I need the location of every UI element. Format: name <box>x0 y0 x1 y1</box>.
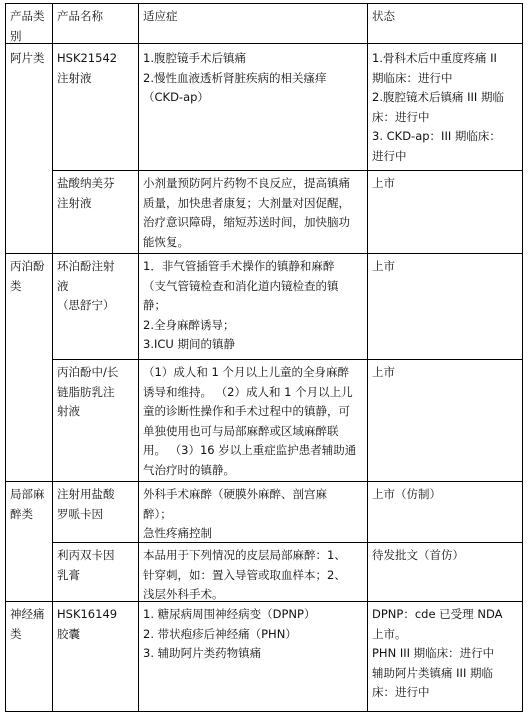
category-cell: 阿片类 <box>10 51 45 65</box>
product-name-cell: 利丙双卡因 乳膏 <box>57 548 115 582</box>
table-column-divider <box>138 3 139 712</box>
table-border-bottom <box>5 711 523 712</box>
header-category: 产品类 别 <box>10 9 45 43</box>
status-cell: 1.骨科术后中重度疼痛 II 期临床：进行中 2.腹腔镜术后镇痛 III 期临 床：进行中 3. CKD-ap：III 期临床： 进行中 <box>372 51 504 163</box>
group-divider <box>5 253 523 254</box>
table-border-left <box>5 3 6 712</box>
indication-cell: （1）成人和 1 个月以上儿童的全身麻醉 诱导和维持。 （2）成人和 1 个月以上儿 童的诊断性操作和手术过程中的镇静，可 单独使用也可与局部麻醉或区域麻醉联 用。 （3）16 岁以上重症监护患者辅助通 气治疗时的镇静。 <box>143 365 357 477</box>
header-bottom-border <box>5 43 523 44</box>
category-cell: 丙泊酚 类 <box>10 259 45 293</box>
status-cell: DPNP：cde 已受理 NDA 上市。 PHN III 期临床：进行中 辅助阿片类镇痛 III 期临 床：进行中 <box>372 607 503 699</box>
header-product-name: 产品名称 <box>57 9 103 23</box>
group-divider <box>5 481 523 482</box>
product-table <box>5 3 523 712</box>
category-cell: 神经痛 类 <box>10 607 45 641</box>
indication-cell: 本品用于下列情况的皮层局部麻醉：1、 针穿刺，如：置入导管或取血样本；2、 浅层外科手术。 <box>143 548 346 601</box>
indication-cell: 小剂量预防阿片药物不良反应，提高镇痛 质量，加快患者康复；大剂量对因促醒， 治疗意识障碍，缩短苏送时间，加快脑功 能恢复。 <box>143 176 350 249</box>
status-cell: 上市（仿制） <box>372 487 441 501</box>
table-column-divider <box>52 3 53 712</box>
product-name-cell: 盐酸纳美芬 注射液 <box>57 176 115 210</box>
indication-cell: 1．非气管插管手术操作的镇静和麻醉 （支气管镜检查和消化道内镜检查的镇 静； 2.全身麻醉诱导； 3.ICU 期间的镇静 <box>143 259 339 351</box>
status-cell: 上市 <box>372 365 395 379</box>
product-name-cell: 丙泊酚中/长 链脂肪乳注 射液 <box>57 365 119 418</box>
category-cell: 局部麻 醉类 <box>10 487 45 521</box>
table-column-divider <box>367 3 368 712</box>
status-cell: 上市 <box>372 176 395 190</box>
product-name-cell: HSK21542 注射液 <box>57 51 118 85</box>
product-name-cell: HSK16149 胶囊 <box>57 607 118 641</box>
header-indication: 适应症 <box>143 9 178 23</box>
status-cell: 上市 <box>372 259 395 273</box>
table-border-top <box>5 3 523 4</box>
row-divider <box>52 359 523 360</box>
indication-cell: 外科手术麻醉（硬膜外麻醉、剖宫麻 醉）； 急性疼痛控制 <box>143 487 327 540</box>
product-name-cell: 注射用盐酸 罗哌卡因 <box>57 487 115 521</box>
row-divider <box>52 170 523 171</box>
header-status: 状态 <box>372 9 395 23</box>
indication-cell: 1. 糖尿病周围神经病变（DPNP） 2. 带状疱疹后神经痛（PHN） 3. 辅助阿片类药物镇痛 <box>143 607 316 660</box>
indication-cell: 1.腹腔镜手术后镇痛 2.慢性血液透析肾脏疾病的相关瘙痒 （CKD-ap） <box>143 51 327 104</box>
status-cell: 待发批文（首仿） <box>372 548 464 562</box>
table-border-right <box>522 3 523 712</box>
product-name-cell: 环泊酚注射 液 （思舒宁） <box>57 259 115 312</box>
